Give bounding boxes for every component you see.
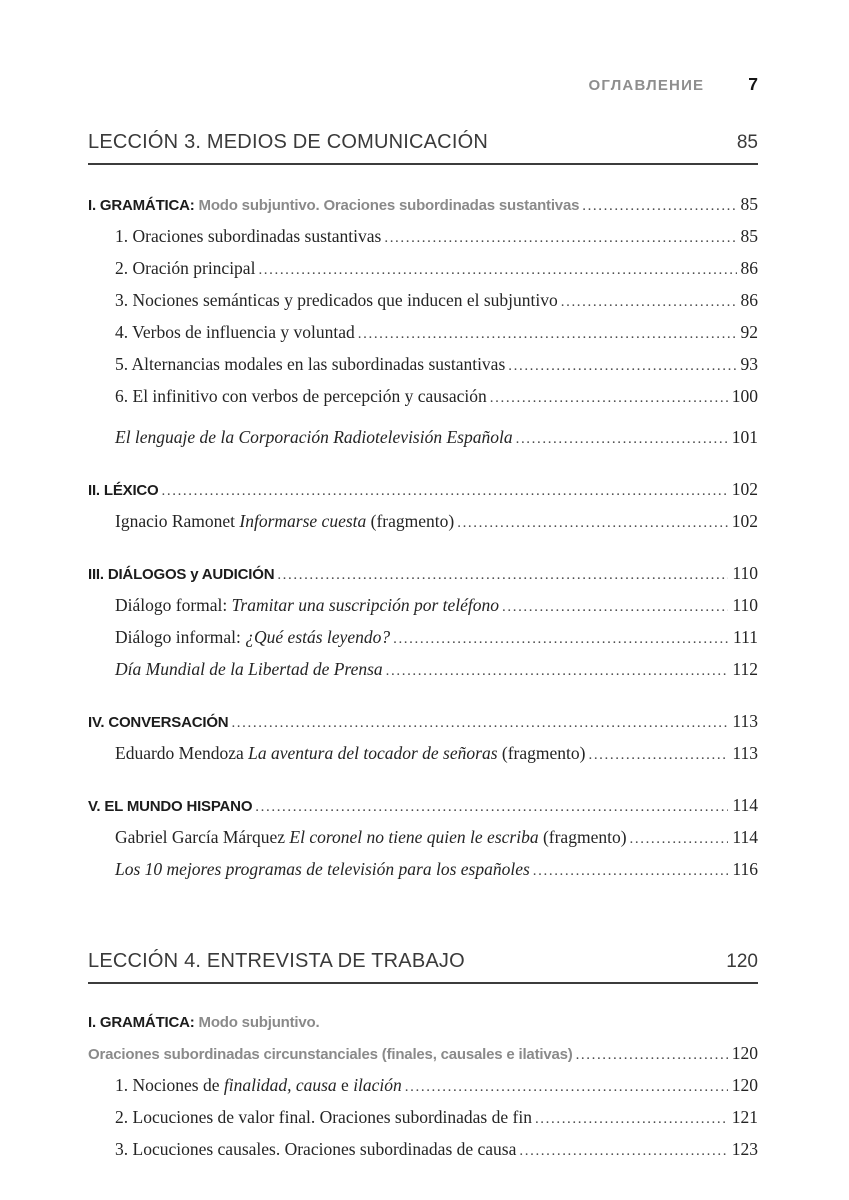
entry-label: Día Mundial de la Libertad de Prensa (115, 659, 383, 679)
entry-label: III. DIÁLOGOS y AUDICIÓN (88, 566, 275, 583)
entry-label: II. LÉXICO (88, 482, 159, 499)
entry-page-number: 102 (731, 511, 758, 531)
entry-page-number: 112 (732, 659, 758, 679)
entry-label: IV. CONVERSACIÓN (88, 714, 229, 731)
entry-label: 3. Nociones semánticas y predicados que inducen el subjuntivo (115, 290, 558, 310)
toc-entry-row (88, 221, 758, 253)
dot-leader (519, 1136, 727, 1166)
toc-rows (88, 189, 758, 886)
dot-leader (258, 255, 736, 285)
dot-leader (384, 223, 736, 253)
entry-label: Los 10 mejores programas de televisión para los españoles (115, 859, 530, 879)
toc-entry-row (88, 253, 758, 285)
dot-leader (255, 792, 728, 822)
toc-heading-row (88, 474, 758, 506)
entry-label: I. GRAMÁTICA: Modo subjuntivo. (88, 1014, 320, 1031)
toc-entry-row (88, 1070, 758, 1102)
toc-entry-row (88, 822, 758, 854)
entry-label: V. EL MUNDO HISPANO (88, 798, 253, 815)
entry-label: El lenguaje de la Corporación Radiotelevisión Española (115, 427, 513, 447)
entry-label: Diálogo informal: ¿Qué estás leyendo? (115, 627, 391, 647)
lesson-title: LECCIÓN 3. MEDIOS DE COMUNICACIÓN (88, 131, 488, 153)
lesson-title-row (88, 131, 758, 165)
entry-page-number: 85 (740, 194, 758, 214)
entry-label: 2. Oración principal (115, 258, 256, 278)
entry-page-number: 86 (740, 290, 758, 310)
dot-leader (576, 1040, 728, 1070)
dot-leader (561, 287, 737, 317)
lesson-section (88, 950, 758, 1166)
dot-leader (386, 656, 729, 686)
header-page-number: 7 (748, 74, 758, 94)
entry-label: Diálogo formal: Tramitar una suscripción por teléfono (115, 595, 500, 615)
header-label: ОГЛАВЛЕНИЕ (588, 77, 705, 94)
toc-heading-row (88, 558, 758, 590)
entry-label: 5. Alternancias modales en las subordinadas sustantivas (115, 354, 506, 374)
toc-entry-row (88, 349, 758, 381)
toc-heading-row (88, 1008, 758, 1038)
entry-page-number: 102 (731, 479, 758, 499)
entry-page-number: 111 (733, 627, 758, 647)
dot-leader (393, 624, 729, 654)
entry-page-number: 113 (732, 711, 758, 731)
toc (88, 131, 758, 1166)
entry-page-number: 110 (732, 563, 758, 583)
entry-page-number: 123 (731, 1139, 758, 1159)
toc-entry-row (88, 654, 758, 686)
toc-entry-row (88, 422, 758, 454)
entry-label: Oraciones subordinadas circunstanciales (finales, causales e ilativas) (88, 1046, 573, 1063)
lesson-page-number: 120 (726, 951, 758, 972)
entry-page-number: 120 (731, 1043, 758, 1063)
lesson-page-number: 85 (736, 132, 758, 153)
dot-leader (457, 508, 728, 538)
toc-entry-row (88, 506, 758, 538)
toc-rows (88, 1008, 758, 1166)
dot-leader (582, 191, 736, 221)
entry-label: 1. Oraciones subordinadas sustantivas (115, 226, 382, 246)
lesson-title: LECCIÓN 4. ENTREVISTA DE TRABAJO (88, 950, 465, 972)
dot-leader (588, 740, 728, 770)
lesson-section (88, 131, 758, 886)
toc-entry-row (88, 854, 758, 886)
entry-page-number: 113 (732, 743, 758, 763)
entry-page-number: 100 (731, 386, 758, 406)
toc-heading-row (88, 790, 758, 822)
dot-leader (535, 1104, 728, 1134)
entry-page-number: 86 (740, 258, 758, 278)
toc-entry-row (88, 738, 758, 770)
entry-page-number: 101 (731, 427, 758, 447)
toc-entry-row (88, 317, 758, 349)
entry-label: 1. Nociones de finalidad, causa e ilación (115, 1075, 402, 1095)
dot-leader (516, 424, 728, 454)
dot-leader (508, 351, 736, 381)
entry-label: Gabriel García Márquez El coronel no tiene quien le escriba (fragmento) (115, 827, 627, 847)
toc-entry-row (88, 285, 758, 317)
lesson-title-row (88, 950, 758, 984)
entry-label: 4. Verbos de influencia y voluntad (115, 322, 355, 342)
toc-heading-row (88, 1038, 758, 1070)
entry-page-number: 116 (732, 859, 758, 879)
entry-page-number: 110 (732, 595, 758, 615)
toc-entry-row (88, 1134, 758, 1166)
toc-entry-row (88, 381, 758, 413)
dot-leader (358, 319, 737, 349)
entry-label: I. GRAMÁTICA: Modo subjuntivo. Oraciones subordinadas sustantivas (88, 197, 580, 214)
entry-page-number: 114 (732, 795, 758, 815)
entry-label: 3. Locuciones causales. Oraciones subordinadas de causa (115, 1139, 517, 1159)
toc-heading-row (88, 189, 758, 221)
dot-leader (231, 708, 728, 738)
page-content (88, 0, 758, 1166)
entry-page-number: 92 (740, 322, 758, 342)
dot-leader (490, 383, 728, 413)
toc-entry-row (88, 1102, 758, 1134)
entry-label: Eduardo Mendoza La aventura del tocador de señoras (fragmento) (115, 743, 586, 763)
dot-leader (502, 592, 728, 622)
entry-label: 2. Locuciones de valor final. Oraciones subordinadas de fin (115, 1107, 532, 1127)
entry-label: Ignacio Ramonet Informarse cuesta (fragmento) (115, 511, 455, 531)
entry-page-number: 114 (732, 827, 758, 847)
dot-leader (162, 476, 728, 506)
entry-label: 6. El infinitivo con verbos de percepción y causación (115, 386, 487, 406)
toc-entry-row (88, 590, 758, 622)
dot-leader (277, 560, 728, 590)
dot-leader (533, 856, 729, 886)
entry-page-number: 93 (740, 354, 758, 374)
entry-page-number: 85 (740, 226, 758, 246)
entry-page-number: 120 (731, 1075, 758, 1095)
dot-leader (630, 824, 729, 854)
toc-heading-row (88, 706, 758, 738)
toc-entry-row (88, 622, 758, 654)
running-header (88, 0, 758, 95)
dot-leader (405, 1072, 728, 1102)
entry-page-number: 121 (731, 1107, 758, 1127)
